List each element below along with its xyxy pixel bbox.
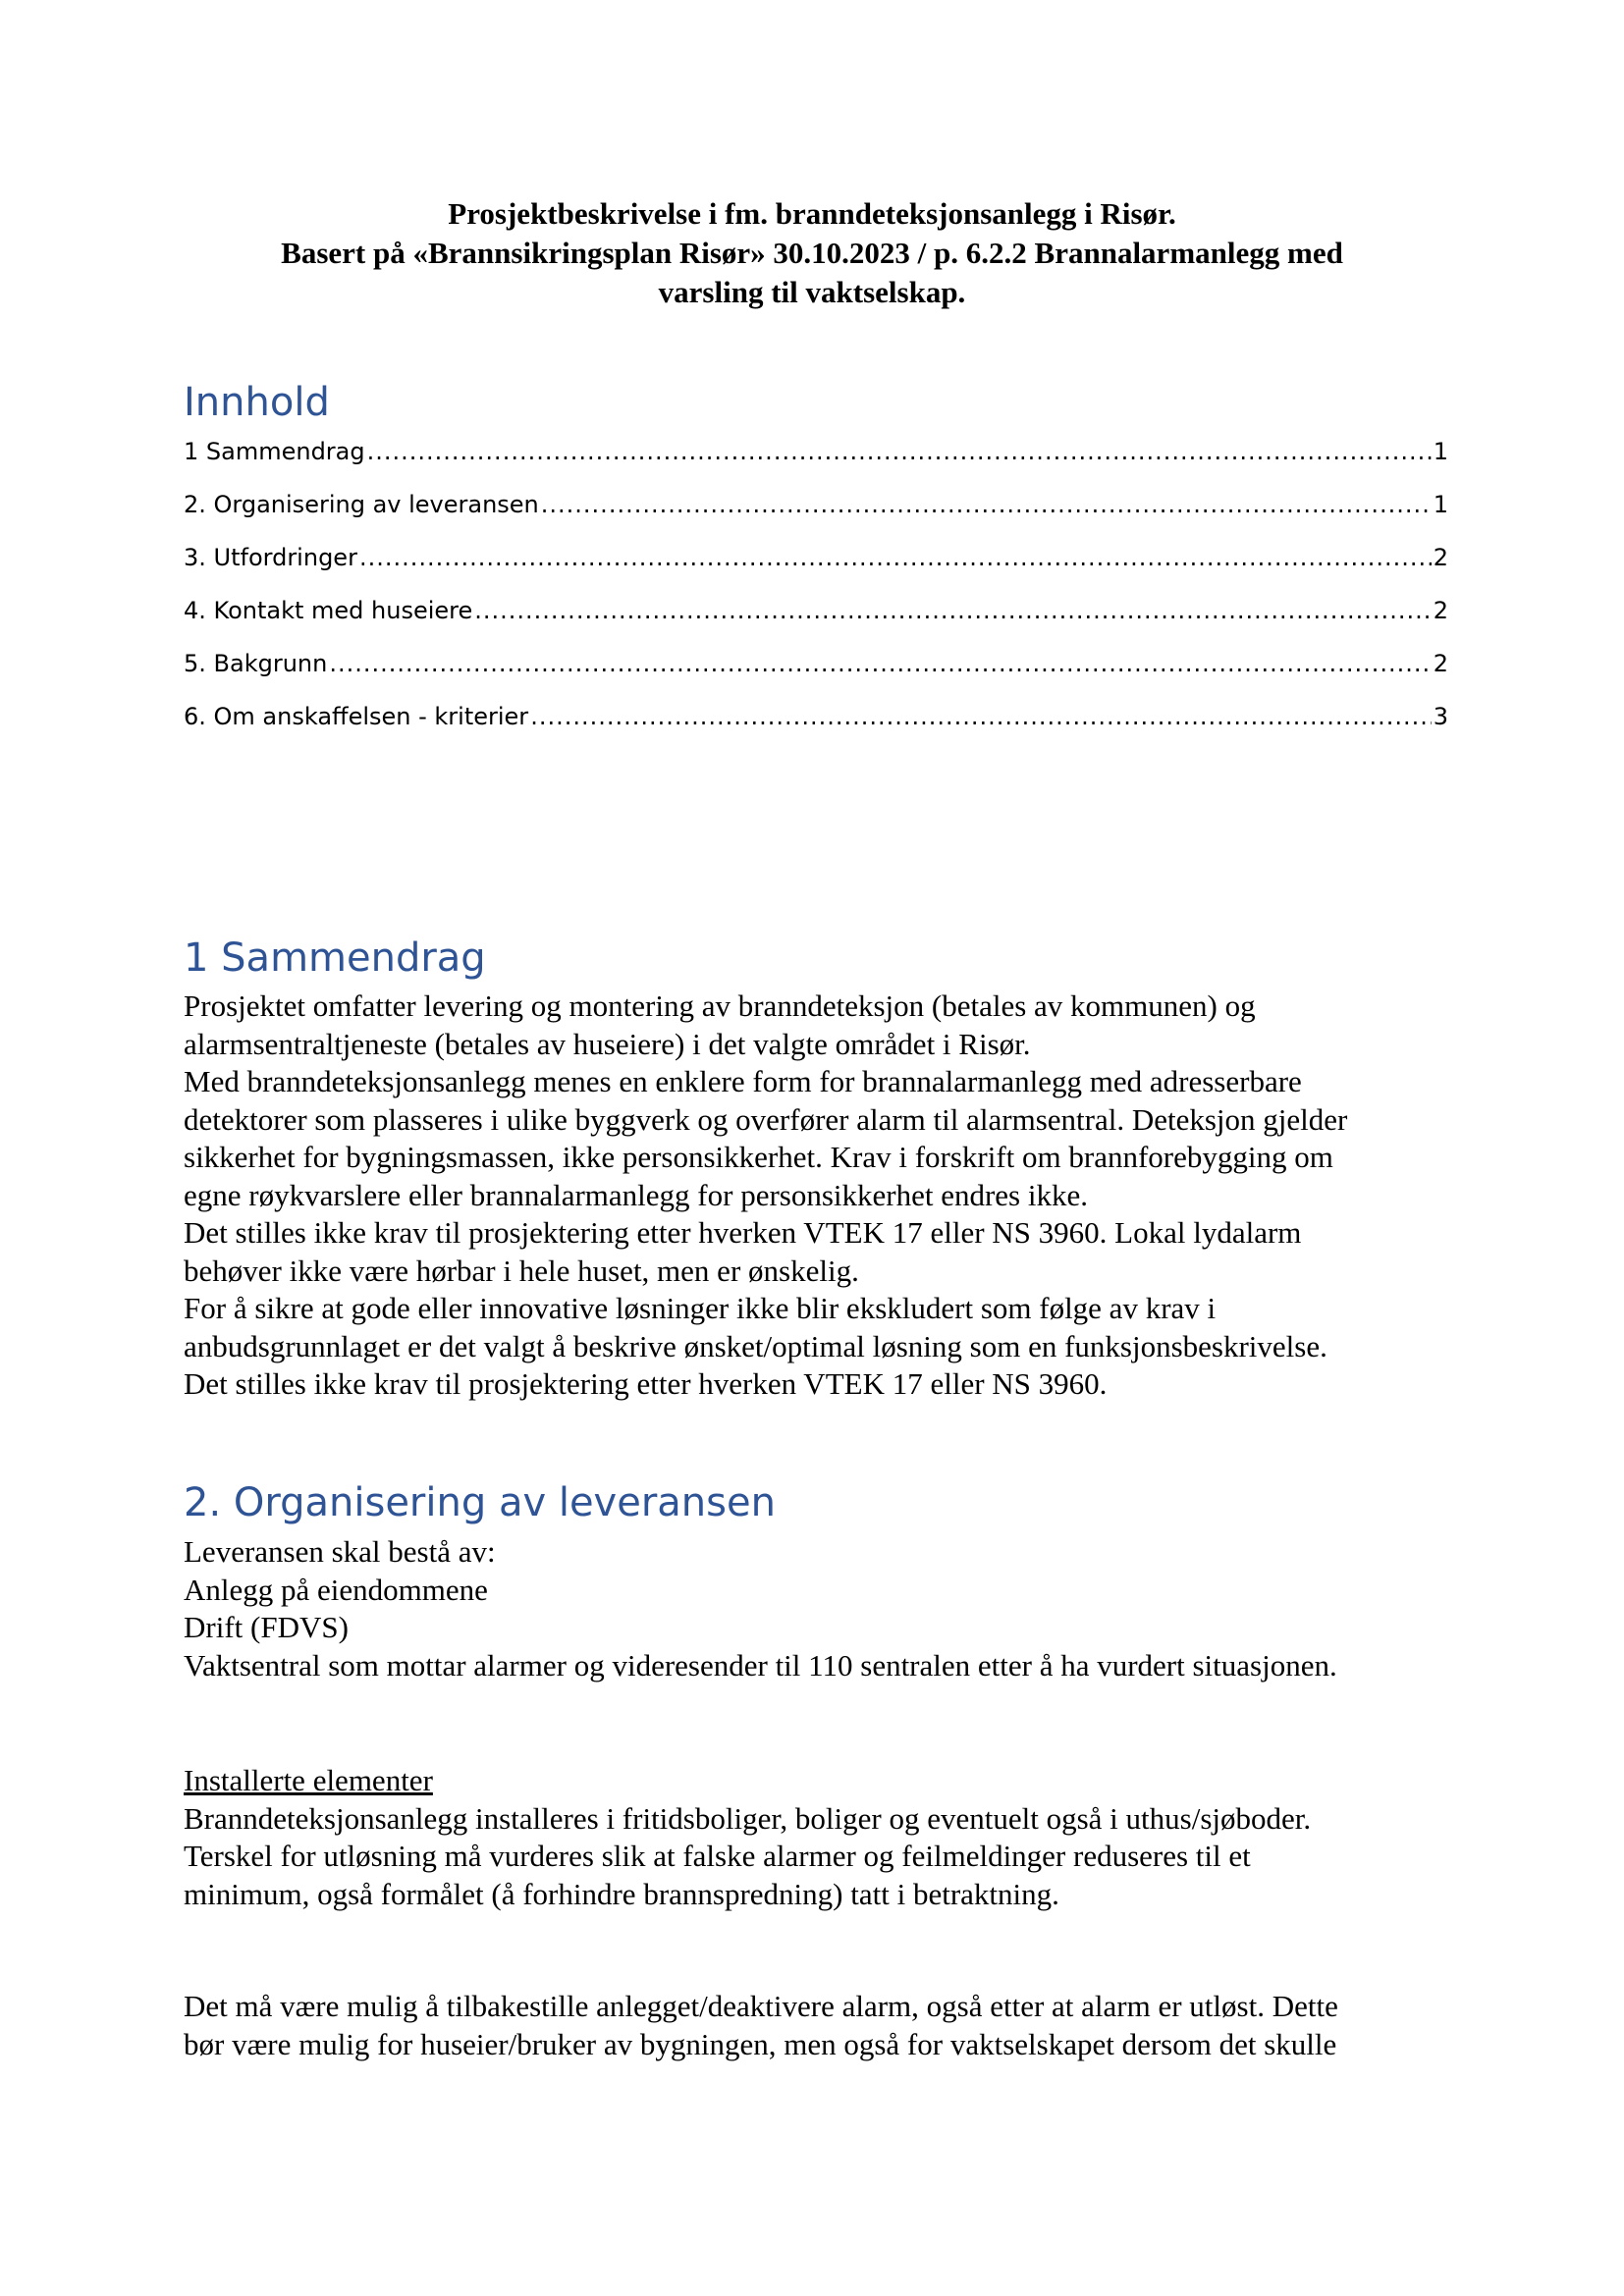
paragraph-line: egne røykvarslere eller brannalarmanlegg for personsikkerhet endres ikke. [184,1177,1088,1212]
toc-leader-dots [329,650,1431,677]
toc-item-page: 3 [1433,703,1448,730]
organisering-body [184,1533,1460,1684]
toc-item-label: 6. Om anskaffelsen - kriterier [184,703,529,730]
paragraph-line: minimum, også formålet (å forhindre brannspredning) tatt i betraktning. [184,1876,1059,1911]
toc-item-page: 1 [1433,438,1448,465]
paragraph-line: behøver ikke være hørbar i hele huset, men er ønskelig. [184,1253,859,1288]
title-line: Basert på «Brannsikringsplan Risør» 30.10.2023 / p. 6.2.2 Brannalarmanlegg med [281,236,1343,270]
toc-leader-dots [530,703,1432,730]
toc-item-anskaffelsen[interactable] [184,703,1448,756]
toc-item-page: 1 [1433,491,1448,518]
toc-item-sammendrag[interactable] [184,438,1448,491]
toc-item-organisering[interactable] [184,491,1448,544]
paragraph-line: Vaktsentral som mottar alarmer og videresender til 110 sentralen etter å ha vurdert situasjonen. [184,1647,1337,1682]
paragraph-line: Branndeteksjonsanlegg installeres i fritidsboliger, boliger og eventuelt også i uthus/sjøboder. [184,1800,1312,1836]
toc-item-page: 2 [1433,544,1448,571]
toc-leader-dots [541,491,1432,518]
paragraph-line: Drift (FDVS) [184,1610,349,1644]
paragraph-line: bør være mulig for huseier/bruker av bygningen, men også for vaktselskapet dersom det skulle [184,2026,1337,2061]
table-of-contents [184,438,1448,756]
toc-item-utfordringer[interactable] [184,544,1448,597]
paragraph-line: For å sikre at gode eller innovative løsninger ikke blir ekskludert som følge av krav i [184,1291,1217,1325]
toc-item-bakgrunn[interactable] [184,650,1448,703]
paragraph-line: Det må være mulig å tilbakestille anlegget/deaktivere alarm, også etter at alarm er utløst. Dette [184,1989,1338,2023]
toc-leader-dots [359,544,1432,571]
paragraph-line: alarmsentraltjeneste (betales av huseiere) i det valgte området i Risør. [184,1026,1031,1061]
subheading-installerte-elementer: Installerte elementer [184,1763,433,1797]
toc-leader-dots [474,597,1431,624]
paragraph-line: detektorer som plasseres i ulike byggverk og overfører alarm til alarmsentral. Deteksjon gjelder [184,1101,1348,1137]
toc-item-label: 3. Utfordringer [184,544,357,571]
paragraph-line: Leveransen skal bestå av: [184,1534,496,1569]
section-heading-organisering: 2. Organisering av leveransen [184,1480,776,1525]
title-line: Prosjektbeskrivelse i fm. branndeteksjonsanlegg i Risør. [448,196,1176,231]
toc-item-label: 2. Organisering av leveransen [184,491,539,518]
toc-item-kontakt[interactable] [184,597,1448,650]
toc-item-label: 1 Sammendrag [184,438,365,465]
sammendrag-body [184,988,1460,1404]
toc-item-label: 4. Kontakt med huseiere [184,597,473,624]
paragraph-line: sikkerhet for bygningsmassen, ikke personsikkerhet. Krav i forskrift om brannforebygging om [184,1140,1333,1174]
toc-item-page: 2 [1433,650,1448,677]
paragraph-line: Prosjektet omfatter levering og montering av branndeteksjon (betales av kommunen) og [184,988,1256,1023]
section-heading-sammendrag: 1 Sammendrag [184,935,486,981]
paragraph-line: Det stilles ikke krav til prosjektering etter hverken VTEK 17 eller NS 3960. Lokal lydalarm [184,1215,1302,1250]
title-line: varsling til vaktselskap. [658,275,966,309]
document-title [157,194,1467,312]
installerte-elementer-section [184,1762,1460,1913]
toc-item-page: 2 [1433,597,1448,624]
paragraph-line: Terskel for utløsning må vurderes slik at falske alarmer og feilmeldinger reduseres til et [184,1839,1251,1873]
paragraph-line: Med branndeteksjonsanlegg menes en enklere form for brannalarmanlegg med adresserbare [184,1064,1302,1098]
paragraph-line: anbudsgrunnlaget er det valgt å beskrive ønsket/optimal løsning som en funksjonsbeskrivelse. [184,1328,1327,1363]
tilbakestille-paragraph [184,1988,1460,2063]
paragraph-line: Det stilles ikke krav til prosjektering etter hverken VTEK 17 eller NS 3960. [184,1366,1108,1401]
toc-item-label: 5. Bakgrunn [184,650,328,677]
toc-leader-dots [367,438,1432,465]
toc-heading: Innhold [184,380,330,425]
paragraph-line: Anlegg på eiendommene [184,1572,488,1607]
